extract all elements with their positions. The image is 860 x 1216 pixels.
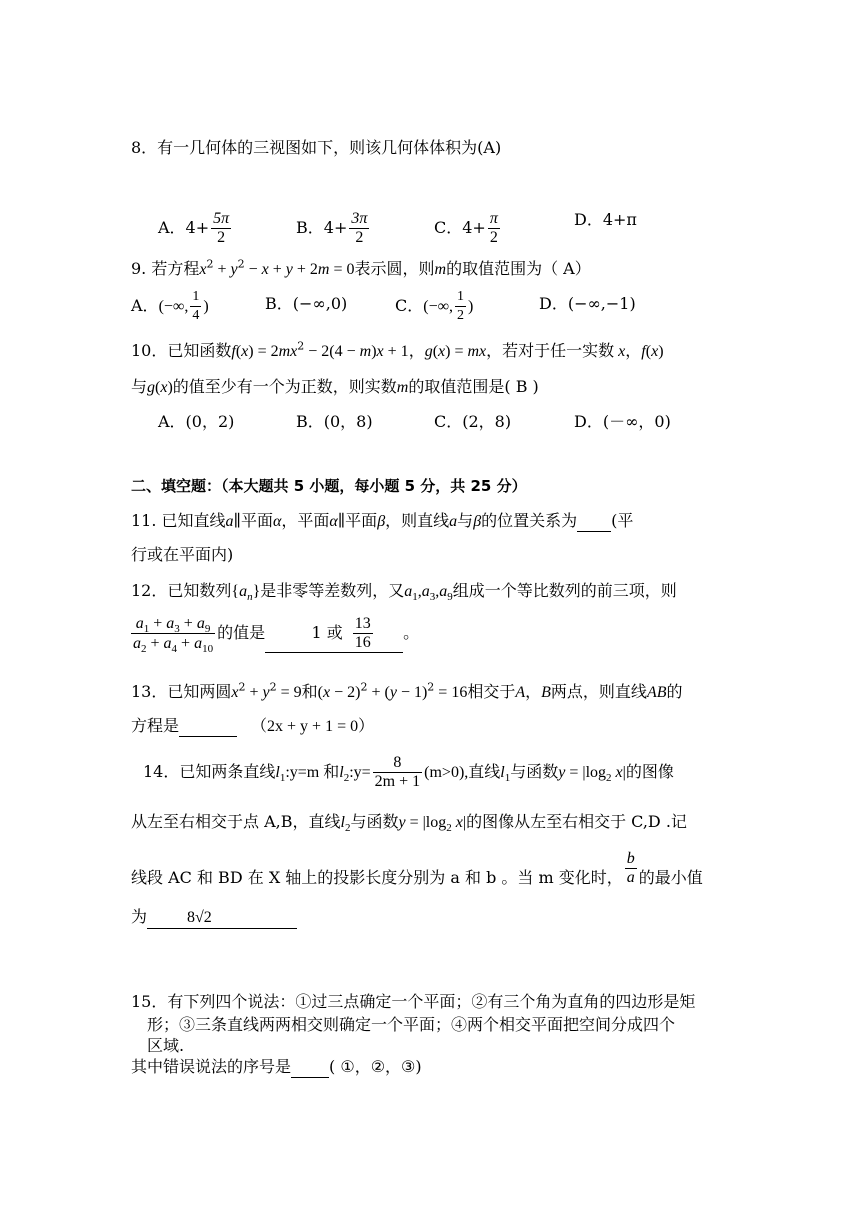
- q10-line1: 10．已知函数$f(x) = 2mx^2 - 2(4 - m)x + 1$，g(x) = mx，若对于任一实数 x，f(x): [131, 339, 664, 360]
- q11-line1: 11. 已知直线a∥平面α，平面α∥平面β，则直线a与β的位置关系为 (平: [131, 511, 634, 530]
- q10-option-b: B．(0，8): [296, 412, 373, 431]
- q8-option-d: D．4+π: [574, 210, 637, 229]
- q15-line3: 区域.: [147, 1036, 185, 1055]
- q15-line1: 15．有下列四个说法：①过三点确定一个平面；②有三个角为直角的四边形是矩: [131, 992, 696, 1011]
- q8-option-a: A．4+ $\frac{5\pi}{2}$: [158, 210, 230, 246]
- q15-line4: 其中错误说法的序号是 ( ①，②，③): [131, 1057, 422, 1076]
- q12-line2: $\frac{a_1 + a_3 + a_9}{a_2 + a_4 + a_{10}}$ 的值是 1 或 $\frac{13}{16}$ 。: [133, 615, 420, 656]
- q13-line2: 方程是 （2x + y + 1 = 0）: [131, 716, 375, 735]
- q9-option-b: B．(−∞,0): [265, 294, 348, 313]
- q10-option-c: C．(2，8): [434, 412, 512, 431]
- q9-option-c: C．(−∞, $\frac{1}{2}$ ): [395, 289, 474, 323]
- q9-option-d: D．(−∞,−1): [539, 294, 636, 313]
- q14-line3: 线段 AC 和 BD 在 X 轴上的投影长度分别为 a 和 b 。当 m 变化时， $\frac{b}{a}$ 的最小值: [131, 850, 703, 887]
- q9-stem: 9. 若方程$x^2 + y^2 - x + y + 2m = 0$表示圆，则m的取值范围为（ A）: [131, 257, 591, 278]
- q9-option-a: A．(−∞, $\frac{1}{4}$ ): [131, 289, 209, 323]
- q8-option-b: B．4+ $\frac{3\pi}{2}$: [296, 210, 368, 246]
- q10-line2: 与g(x)的值至少有一个为正数，则实数m的取值范围是( B ): [131, 377, 539, 396]
- q8-option-c: C．4+ $\frac{\pi}{2}$: [434, 210, 498, 246]
- q15-line2: 形；③三条直线两两相交则确定一个平面；④两个相交平面把空间分成四个: [147, 1015, 676, 1034]
- q12-line1: 12．已知数列$\{a_n\}$是非零等差数列，又$a_1,a_3,a_9$组成一个等比数列的前三项，则: [131, 581, 677, 604]
- q10-option-d: D．(－∞，0): [574, 412, 671, 431]
- q13-line1: 13．已知两圆$x^2 + y^2 = 9$和$(x - 2)^2 + (y - 1)^2 = 16$相交于A，B两点，则直线AB的: [131, 680, 683, 701]
- q10-option-a: A．(0，2): [158, 412, 235, 431]
- q8-stem: 8．有一几何体的三视图如下，则该几何体体积为(A): [131, 138, 502, 157]
- q14-line4: 为 8√2: [131, 907, 297, 929]
- q14-line1: 14．已知两条直线$l_1:y=m$ 和$l_2:y=$ $\frac{8}{2m + 1}$ (m>0),直线$l_1$与函数$y = |\log_2$ x|的图像: [143, 754, 674, 790]
- q14-line2: 从左至右相交于点 A,B，直线$l_2$与函数$y = |\log_2$ x|的图像从左至右相交于 C,D .记: [131, 812, 687, 835]
- q11-line2: 行或在平面内): [131, 545, 234, 564]
- section-heading: 二、填空题：（本大题共 5 小题，每小题 5 分，共 25 分）: [131, 477, 527, 495]
